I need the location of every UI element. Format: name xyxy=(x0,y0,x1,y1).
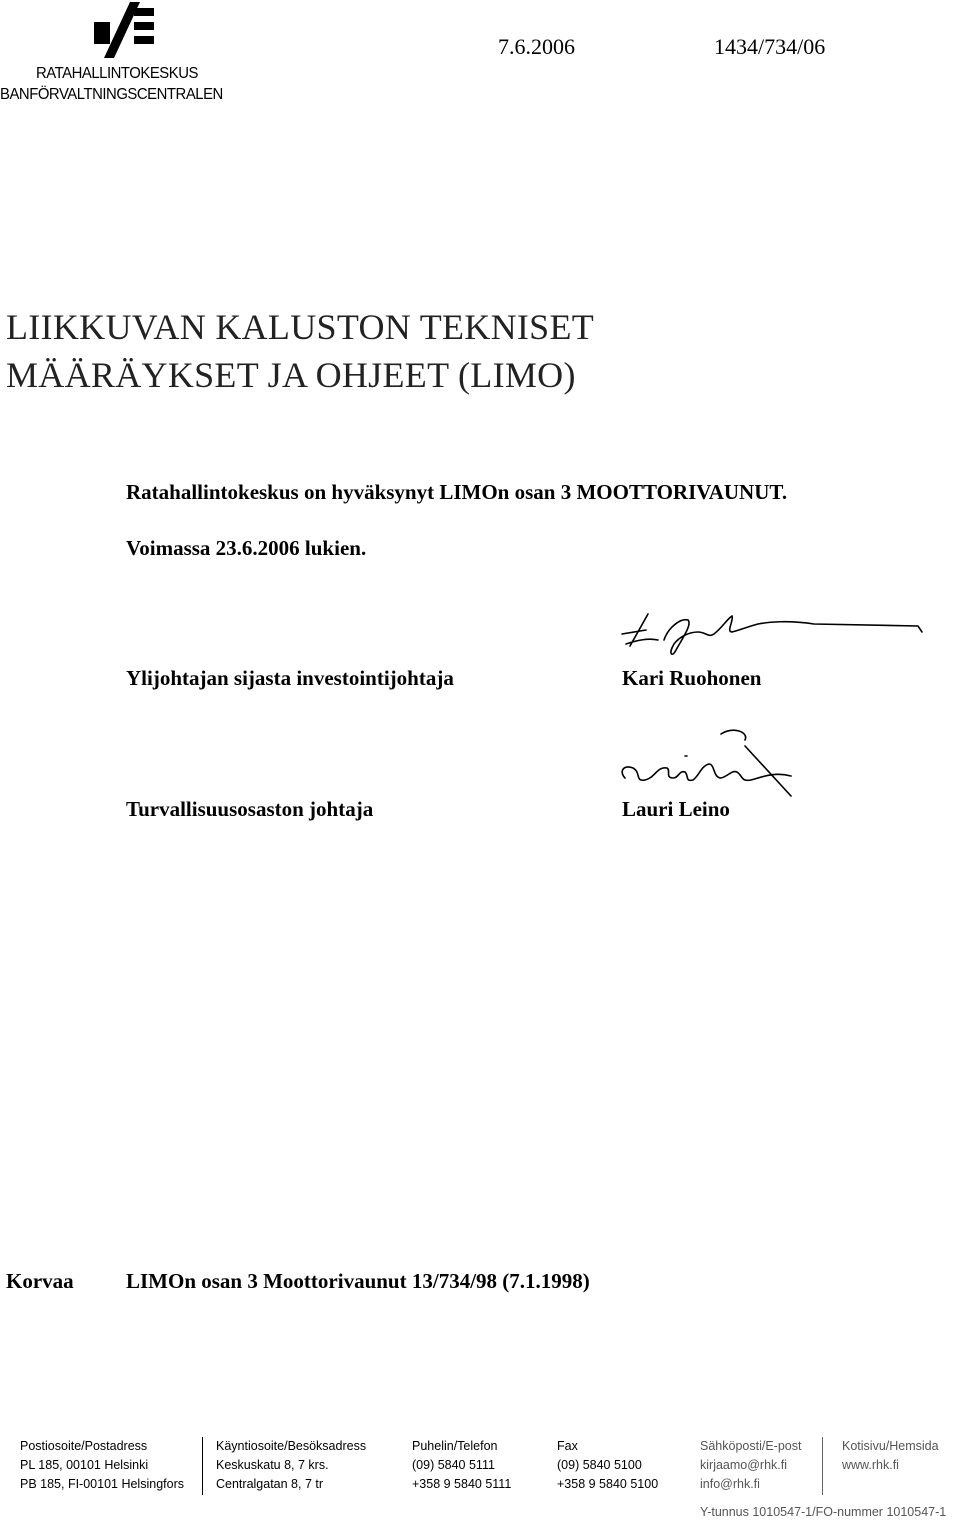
replaces-text: LIMOn osan 3 Moottorivaunut 13/734/98 (7.1.1998) xyxy=(126,1269,590,1293)
document-date: 7.6.2006 xyxy=(498,34,575,59)
signatory-role-1: Ylijohtajan sijasta investointijohtaja xyxy=(126,666,454,690)
footer-email xyxy=(700,1437,801,1494)
document-reference: 1434/734/06 xyxy=(714,34,826,59)
signature-lauri-leino-icon xyxy=(615,726,795,800)
replaces-label: Korvaa xyxy=(6,1269,74,1293)
signatory-name-2: Lauri Leino xyxy=(622,797,730,821)
footer-visiting-line-1: Keskuskatu 8, 7 krs. xyxy=(216,1458,329,1472)
title-line-2: MÄÄRÄYKSET JA OHJEET (LIMO) xyxy=(6,355,576,395)
footer-phone xyxy=(412,1437,511,1494)
approval-statement: Ratahallintokeskus on hyväksynyt LIMOn osan 3 MOOTTORIVAUNUT. xyxy=(126,480,788,504)
footer-postal-address xyxy=(20,1437,184,1494)
footer-postal-line-2: PB 185, FI-00101 Helsingfors xyxy=(20,1477,184,1491)
footer-visiting-header: Käyntiosoite/Besöksadress xyxy=(216,1439,367,1453)
logo-icon xyxy=(90,2,160,58)
title-line-1: LIIKKUVAN KALUSTON TEKNISET xyxy=(6,307,595,347)
signatory-name-1: Kari Ruohonen xyxy=(622,666,762,690)
footer-phone-line-2: +358 9 5840 5111 xyxy=(412,1477,512,1491)
footer-postal-header: Postiosoite/Postadress xyxy=(20,1439,148,1453)
org-name-fi: RATAHALLINTOKESKUS xyxy=(36,65,198,82)
footer-visiting-address xyxy=(216,1437,366,1494)
validity-statement: Voimassa 23.6.2006 lukien. xyxy=(126,536,367,560)
footer-visiting-line-2: Centralgatan 8, 7 tr xyxy=(216,1477,324,1491)
signatory-role-2: Turvallisuusosaston johtaja xyxy=(126,797,374,821)
footer-email-line-1: kirjaamo@rhk.fi xyxy=(700,1458,788,1472)
footer-email-line-2: info@rhk.fi xyxy=(700,1477,760,1491)
footer-phone-header: Puhelin/Telefon xyxy=(412,1439,498,1453)
footer-phone-line-1: (09) 5840 5111 xyxy=(412,1458,495,1472)
footer-fax-header: Fax xyxy=(557,1439,578,1453)
signature-kari-ruohonen-icon xyxy=(618,600,924,660)
footer-divider xyxy=(202,1437,203,1495)
footer-postal-line-1: PL 185, 00101 Helsinki xyxy=(20,1458,149,1472)
footer-fax-line-1: (09) 5840 5100 xyxy=(557,1458,642,1472)
footer-web-header: Kotisivu/Hemsida xyxy=(842,1439,939,1453)
footer-web-line-1: www.rhk.fi xyxy=(842,1458,899,1472)
footer-business-id: Y-tunnus 1010547-1/FO-nummer 1010547-1 xyxy=(700,1505,947,1519)
footer-fax xyxy=(557,1437,658,1494)
footer-divider xyxy=(822,1437,823,1495)
org-name-sv: BANFÖRVALTNINGSCENTRALEN xyxy=(0,86,223,103)
footer-web xyxy=(842,1437,939,1475)
footer-fax-line-2: +358 9 5840 5100 xyxy=(557,1477,659,1491)
footer-email-header: Sähköposti/E-post xyxy=(700,1439,802,1453)
